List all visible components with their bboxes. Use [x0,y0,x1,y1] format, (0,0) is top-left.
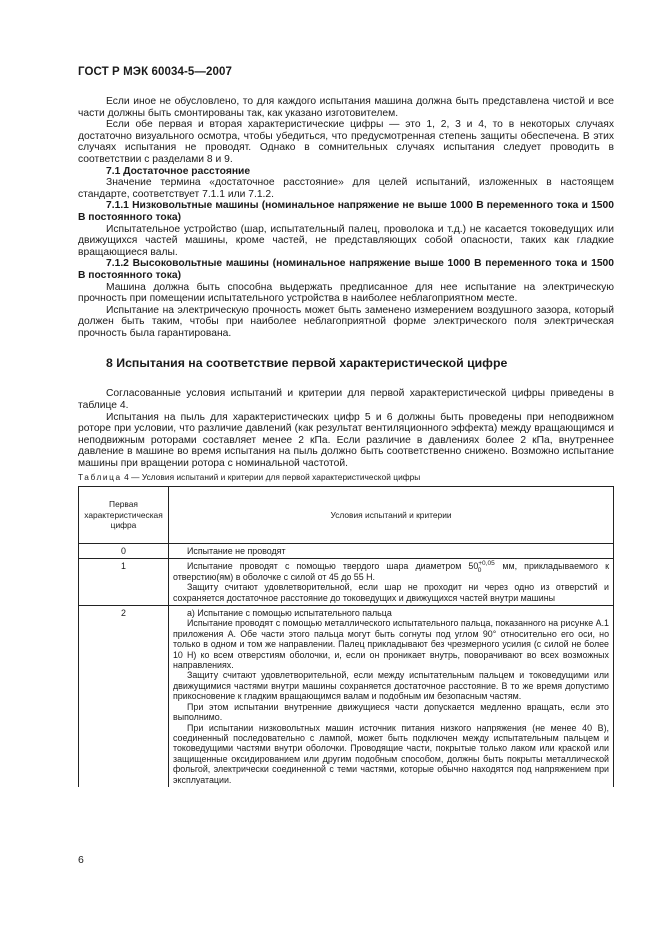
paragraph: Если иное не обусловлено, то для каждого испытания машина должна быть представлена чистой и все части должны быть смонтированы так, как указано изготовителем. [78,96,614,119]
table-row [79,544,614,559]
table-caption-word: Таблица [78,472,122,482]
document-header: ГОСТ Р МЭК 60034-5—2007 [78,66,232,78]
paragraph: Испытательное устройство (шар, испытательный палец, проволока и т.д.) не касается токоведущих или движущихся частей машины, кроме частей, не представляющих собой опасности, таких как гладкие вращающиеся валы. [78,223,614,258]
cell-text [173,561,609,582]
paragraph: Машина должна быть способна выдержать предписанное для нее испытание на электрическую прочность при помещении испытательного устройства в наиболее неблагоприятном месте. [78,281,614,305]
subsection-heading-7-1-2: 7.1.2 Высоковольтные машины (номинальное напряжение выше 1000 В переменного тока и 1500 В постоянного тока) [78,258,614,281]
column-header-conditions: Условия испытаний и критерии [169,487,614,544]
paragraph: Испытания на пыль для характеристических цифр 5 и 6 должны быть проведены при неподвижном роторе при условии, что различие давлений (как результат вентиляционного эффекта) между вращающимся и неподвижным роторами составляет менее 2 кПа. Если различие в давлениях более 2 кПа, внутреннее давление в машине во время испытания на пыль должно быть соответственно снижено. Возможно испытание машины при вращении ротора с номинальной частотой. [78,411,614,470]
tolerance-superscript: +0,05 [478,560,495,568]
cell-text: При этом испытании внутренние движущиеся части допускается медленно вращать, если это выполнимо. [173,701,609,723]
tolerance-subscript: 0 [477,567,482,575]
column-header-digit: Первая характеристическая цифра [79,487,169,544]
cell-text-part: Испытание проводят с помощью твердого шара диаметром 50 [187,561,479,572]
paragraph: Испытание на электрическую прочность может быть заменено измерением воздушного зазора, который должен быть таким, чтобы при наиболее неблагоприятной форме электрического поля электрическая прочность была гарантирована. [78,304,614,339]
subsection-heading-7-1-1: 7.1.1 Низковольтные машины (номинальное напряжение не выше 1000 В переменного тока и 1500 В постоянного тока) [78,200,614,223]
digit-cell: 1 [79,559,169,606]
test-conditions-table [78,486,614,787]
digit-cell: 2 [79,606,169,787]
cell-text: При испытании низковольтных машин источник питания низкого напряжения (не менее 40 В), соединенный последовательно с лампой, может быть подключен между испытательным пальцем и токоведущими частями внутри оболочки. Проводящие части, покрытые только лаком или краской или защищенные оксидированием или другим подобным способом, должны быть покрыты металлической фольгой, электрически соединенной с теми частями, которые обычно находятся под напряжением при эксплуатации. [173,722,609,785]
conditions-cell [169,606,614,787]
paragraph: Значение термина «достаточное расстояние» для целей испытаний, изложенных в настоящем стандарте, соответствует 7.1.1 или 7.1.2. [78,177,614,200]
paragraph: Если обе первая и вторая характеристические цифры — это 1, 2, 3 и 4, то в некоторых случаях достаточно визуального осмотра, чтобы убедиться, что предусмотренная степень защиты обеспечена. В этих случаях испытания не проводят. Однако в сомнительных случаях испытания следует проводить в соответствии с разделами 8 и 9. [78,119,614,165]
table-caption-text: 4 — Условия испытаний и критерии для первой характеристической цифры [124,472,421,482]
cell-text: Защиту считают удовлетворительной, если шар не проходит ни через одно из отверстий и сохраняется достаточное расстояние до токоведущих и движущихся частей внутри машины [173,582,609,603]
table-header-row [79,487,614,544]
cell-text: Защиту считают удовлетворительной, если между испытательным пальцем и токоведущими или движущимися частями внутри машины сохраняется достаточное расстояние. В то же время допустимо прикосновение к гладким вращающимся валам и подобным им безопасным частям. [173,670,609,702]
conditions-cell [169,544,614,559]
cell-text: Испытание проводят с помощью металлического испытательного пальца, показанного на рисунке А.1 приложения А. Обе части этого пальца могут быть согнуты под углом 90° относительно его оси, но только в одном и том же направлении. Палец прикладывают без чрезмерного усилия (с силой не более 10 Н) ко всем отверстиям оболочки, и, если он проникает внутрь, поворачивают во всех возможных направлениях. [173,618,609,671]
cell-text: а) Испытание с помощью испытательного пальца [187,608,392,619]
paragraph: Согласованные условия испытаний и критерии для первой характеристической цифры приведены в таблице 4. [78,388,614,412]
document-body [78,96,614,470]
section-heading-8: 8 Испытания на соответствие первой характеристической цифре [106,356,508,371]
table-row [79,606,614,787]
page-number: 6 [78,854,84,866]
subsection-heading-7-1: 7.1 Достаточное расстояние [106,165,251,177]
digit-cell: 0 [79,544,169,559]
table-row [79,559,614,606]
conditions-cell [169,559,614,606]
cell-text-part: мм, прикладываемого к отверстию(ям) в оболочке с силой от 45 до 55 Н. [173,561,609,582]
cell-text: Испытание не проводят [187,546,286,556]
table-caption [78,472,420,482]
